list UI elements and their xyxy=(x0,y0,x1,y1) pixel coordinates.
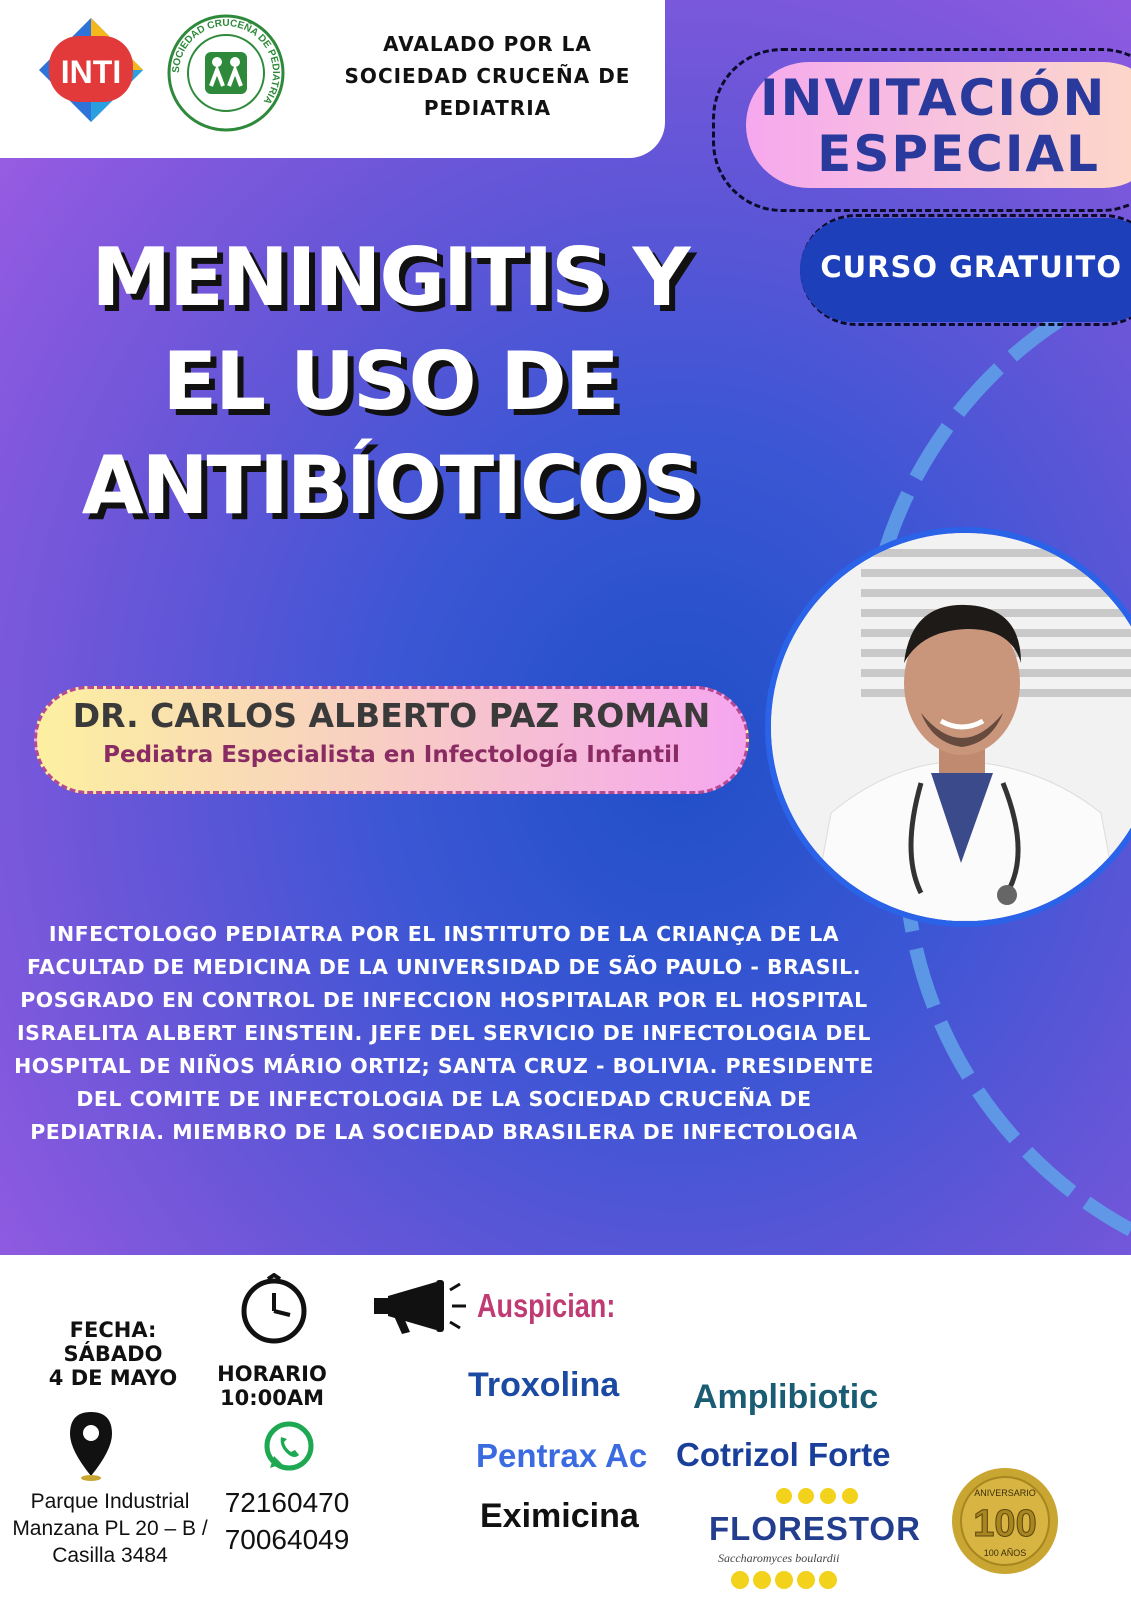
scp-logo-text: SOCIEDAD CRUCEÑA DE PEDIATRIA xyxy=(170,17,282,106)
anniversary-top-text: ANIVERSARIO xyxy=(974,1488,1036,1498)
speaker-bio xyxy=(14,918,874,1149)
megaphone-icon xyxy=(372,1278,470,1336)
bio-line: ISRAELITA ALBERT EINSTEIN. JEFE DEL SERVICIO DE INFECTOLOGIA DEL xyxy=(17,1021,871,1045)
florestor-subtitle: Saccharomyces boulardii xyxy=(718,1551,840,1565)
bio-line: DEL COMITE DE INFECTOLOGIA DE LA SOCIEDAD CRUCEÑA DE xyxy=(76,1087,812,1111)
sponsor-eximicina: Eximicina xyxy=(480,1497,639,1535)
scp-seal-logo xyxy=(165,12,287,134)
title-line: ANTIBÍOTICOS xyxy=(81,439,699,532)
address-line: Parque Industrial xyxy=(30,1490,190,1513)
sponsor-troxolina: Troxolina xyxy=(468,1366,620,1404)
invitation-line: ESPECIAL xyxy=(817,125,1100,183)
endorsement-text xyxy=(335,28,640,124)
bio-line: POSGRADO EN CONTROL DE INFECCION HOSPITALAR POR EL HOSPITAL xyxy=(20,988,868,1012)
endorsement-line: PEDIATRIA xyxy=(423,96,552,120)
phone-number: 72160470 xyxy=(224,1487,350,1518)
anniversary-number: 100 xyxy=(973,1503,1037,1545)
title-line: EL USO DE xyxy=(162,335,618,428)
course-badge-text: CURSO GRATUITO xyxy=(820,250,1122,284)
title-line: MENINGITIS Y xyxy=(91,231,689,324)
event-address xyxy=(10,1488,210,1569)
event-date xyxy=(18,1318,208,1390)
time-line: 10:00AM xyxy=(220,1386,324,1410)
bio-line: FACULTAD DE MEDICINA DE LA UNIVERSIDAD DE SÃO PAULO - BRASIL. xyxy=(27,955,861,979)
endorsement-line: AVALADO POR LA xyxy=(383,32,592,56)
contact-phones xyxy=(212,1484,362,1558)
time-line: HORARIO xyxy=(217,1362,327,1386)
bio-line: HOSPITAL DE NIÑOS MÁRIO ORTIZ; SANTA CRUZ - BOLIVIA. PRESIDENTE xyxy=(14,1054,874,1078)
speaker-specialty: Pediatra Especialista en Infectología Infantil xyxy=(103,742,680,768)
sponsor-cotrizol: Cotrizol Forte xyxy=(676,1436,891,1473)
bio-line: PEDIATRIA. MIEMBRO DE LA SOCIEDAD BRASILERA DE INFECTOLOGIA xyxy=(30,1120,858,1144)
bio-line: INFECTOLOGO PEDIATRA POR EL INSTITUTO DE LA CRIANÇA DE LA xyxy=(48,922,840,946)
endorsement-line: SOCIEDAD CRUCEÑA DE xyxy=(344,64,631,88)
inti-logo-text: INTI xyxy=(60,54,122,90)
anniversary-bottom-text: 100 AÑOS xyxy=(983,1548,1027,1558)
florestor-dots-top xyxy=(775,1487,865,1505)
invitation-badge-text xyxy=(760,69,1107,183)
sponsors-label: Auspician: xyxy=(477,1287,616,1324)
course-title xyxy=(40,226,740,538)
anniversary-seal xyxy=(950,1466,1060,1576)
florestor-dots-bottom xyxy=(730,1570,840,1590)
location-pin-icon xyxy=(66,1410,116,1482)
invitation-line: INVITACIÓN xyxy=(760,69,1107,127)
sponsor-pentrax: Pentrax Ac xyxy=(476,1437,648,1474)
sponsor-amplibiotic: Amplibiotic xyxy=(693,1378,879,1416)
inti-logo xyxy=(35,14,147,126)
speaker-name: DR. CARLOS ALBERTO PAZ ROMAN xyxy=(72,696,711,735)
date-line: FECHA: SÁBADO xyxy=(63,1318,163,1366)
address-line: Manzana PL 20 – B / xyxy=(12,1517,208,1540)
date-line: 4 DE MAYO xyxy=(48,1366,178,1390)
event-time xyxy=(212,1362,332,1410)
phone-number: 70064049 xyxy=(224,1524,350,1555)
sponsor-florestor: FLORESTOR xyxy=(709,1510,921,1547)
address-line: Casilla 3484 xyxy=(52,1544,168,1567)
whatsapp-icon xyxy=(262,1420,316,1474)
clock-icon xyxy=(238,1273,310,1345)
